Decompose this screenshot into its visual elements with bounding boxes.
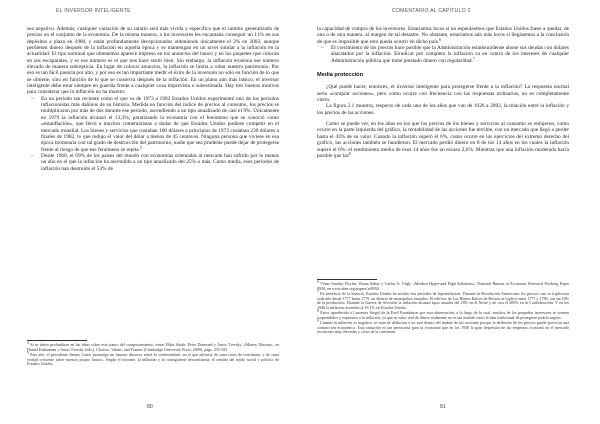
- page-number-right: 81: [440, 404, 446, 410]
- list-item: – El crecimiento de los precios hace posible que la Administración estadounidense abone sus deudas con dólares abaratados por la inflación. Erradicar por completo la inflación va en contra de los intereses de cualquier Administración pública que tome prestado dinero con regularidad.$^7$: [321, 45, 569, 64]
- footnotes-right: [317, 282, 569, 335]
- footnote-divider: [27, 340, 87, 341]
- running-head-left: EL INVERSOR INTELIGENTE: [56, 8, 131, 14]
- paragraph: La figura 2.1 muestra, respecto de cada uno de los años que van de 1926 a 2002, la relación entre la inflación y los precios de las acciones.: [317, 103, 569, 116]
- footnote-marker: 8: [348, 151, 351, 156]
- footnote-marker: 6: [439, 37, 441, 42]
- footnote: $^8$ Estoy agradecido a Laurence Siegel de la Ford Foundation por esta observación, a lo largo de la cual, muchos de los pequeños inversores se sienten sorprendidos y expuestos a la inflación, ya que su valor real de dinero realmente no es tan estable como la idea tradicional de protegerse podría sugerir.: [317, 309, 569, 320]
- footnote: $^6$ Véase Stanley Fischer, Ratna Sahay y Carlos A. Végh, «Modern Hyper-and High Inflations», National Bureau of Economic Research Working Paper 8930, en www.nber.org/papers/w8930.: [317, 280, 569, 291]
- running-head-right: COMENTARIO AL CAPÍTULO 2: [392, 8, 471, 14]
- footnotes-left: [27, 343, 279, 367]
- footnote: $^7$ En beneficio de la historia, Estados Unidos ha sufrido dos períodos de hiperinflación. Durante la Revolución Americana, los precios casi se triplicaron cada año desde 1777 hasta 1779, un diluvio de monopolios estatales. El edificio de Los Bienes Raíces de Boston se triplicó entre 1777 y 1780, con un 10% de la producción. Durante la Guerra de Secesión la inflación alcanzó tipos anuales del 29% en el Norte y de casi el 200% en la Confederación. Y en los 1946 la inflación ascendió al 18,1% en Estados Unidos.: [317, 289, 570, 311]
- paragraph: Como se puede ver, en los años en los que los precios de los bienes y servicios al consumo se redujeron, como ocurre en la parte izquierda del gráfico, la rentabilidad de las acciones fue terrible, con un mercado que llegó a perder hasta el 43% de su valor. Cuando la inflación superó el 6%, como ocurre en los ejercicios del extremo derecho del gráfico, las acciones también se hundieron. El mercado perdió dinero en 8 de los 14 años en los cuales la inflación superó el 6%; el rendimiento medio de esos 14 años fue un escaso 2,6%. Mientras que una inflación moderada hacía posible que las$^8$: [317, 121, 569, 159]
- paragraph: ¿Qué puede hacer, entonces, el inversor inteligente para protegerse frente a la inflación? La respuesta normal sería «comprar acciones», pero como ocurre con frecuencia con las respuestas ordinarias, no es completamente cierto.: [317, 84, 569, 104]
- list-item: – Desde 1960, el 69% de los países del mundo con economías orientadas al mercado han sufrido por lo menos un año en el que la inflación ha ascendido a un tipo anualizado del 25% o más. Como media, esos períodos de inflación han destruido el 53% de: [31, 152, 279, 172]
- right-page-body: [317, 26, 569, 159]
- bullet-list: [317, 45, 569, 64]
- right-page: [300, 0, 600, 424]
- footnote-marker: 7: [472, 56, 475, 61]
- footnote-divider: [317, 279, 377, 280]
- footnote: $^5$ Este año, el presidente Jimmy Carter promulgó un famoso discurso sobre la «enfermedad» en el que advertía de «una crisis de confianza» y de «una verdad creciente sobre nuestro propio futuro». Según el informe, la inflación y la consiguiente desconfianza, el sentido del tejido social y político de Estados Unidos.: [27, 350, 279, 367]
- paragraph-continuation: la capacidad de compra de los inversores. Estaríamos locos si no esperásemos que Estados Unidos fuese a quedar, de una o de otra manera, al margen de tal desastre. No obstante, estaríamos aún más locos si llegásemos a la conclusión de que es imposible que esto pueda ocurrir en dicho país.$^6$: [317, 26, 569, 45]
- section-heading: Media protección: [317, 72, 364, 79]
- page-number-left: 80: [147, 404, 153, 410]
- footnote: $^9$ Cuando la inflación es negativa, se trata de deflación y no está dentro del ámbito de las acciones porque la deflación de los precios puede provocar una contracción económica. Esta situación es tan perniciosa para la economía que en los 1930 la gran depresión de las empresas ocasionó en el mercado recesiones muy elevadas y crisis de la confianza.: [317, 318, 569, 335]
- left-page-body: [27, 26, 279, 172]
- bullet-list: [27, 96, 279, 172]
- footnote: $^4$ Si se desea profundizar en las ideas sobre este tramo del comportamiento, véase Eldar Shafir, Peter Diamond y Amos Tversky, «Money Illusion», en Daniel Kahneman y Amos Tversky (eds.), Choices, Values, and Frames (Cambridge University Press, 2000), págs. 335-355.: [27, 341, 280, 352]
- list-item: – En un período tan reciente como el que va de 1973 a 1982 Estados Unidos experimentó uno de los períodos inflacionistas más dañinos de su historia. Medida en función del índice de precios al consumo, los precios se multiplicaron por más de dos durante ese período, ascendiendo a un tipo anualizado de casi el 9%. Únicamente en 1979 la inflación alcanzó el 13,3%, paralizando la economía con el fenómeno que se conoció como «estanflación», que llevó a muchos comentaristas a dudar de que Estados Unidos pudiese competir en el mercado mundial. Los bienes y servicios que costaban 100 dólares a principios de 1973 costaban 230 dólares a finales de 1982, lo que redujo el valor del dólar a menos de 45 centavos. Ninguna persona que viviese en esa época bromearía con tal grado de destrucción del patrimonio, nadie que sea prudente puede dejar de protegerse frente al riesgo de que ese fenómeno se repita.$^5$: [31, 95, 279, 153]
- footnote-marker: 5: [139, 145, 142, 150]
- paragraph: sea negativo. Además, cualquier variación de su salario será más vívida y específica que el cambio generalizado de precios en el conjunto de la economía. De la misma manera, a los inversores les encantaba conseguir un 11% en sus depósitos a plazo en 1980, y están profundamente decepcionados obteniendo únicamente el 2% en 2003, aunque perdiesen dinero después de la inflación en aquella época y se mantengan en un nivel similar a la inflación en la actualidad. El tipo nominal que obtenemos aparece impreso en los anuncios del banco y en los paquetes que colocan en sus escaparates, y es ese número es el que nos hace sentir bien. Sin embargo, la inflación erosiona ese número elevado de manera subrepticia. En lugar de colocar anuncios, la inflación se limita a robar nuestro patrimonio. Por eso es tan fácil pasarla por alto, y por eso es tan importante medir el éxito de la inversión no sólo en función de lo que se obtiene, sino en función de lo que se conserva después de la inflación. En un plano aún más básico, el inversor inteligente debe estar siempre en guardia frente a cualquier cosa imprevista o subestimada. Hay tres buenos motivos para considerar que la inflación no ha muerto:: [27, 26, 279, 96]
